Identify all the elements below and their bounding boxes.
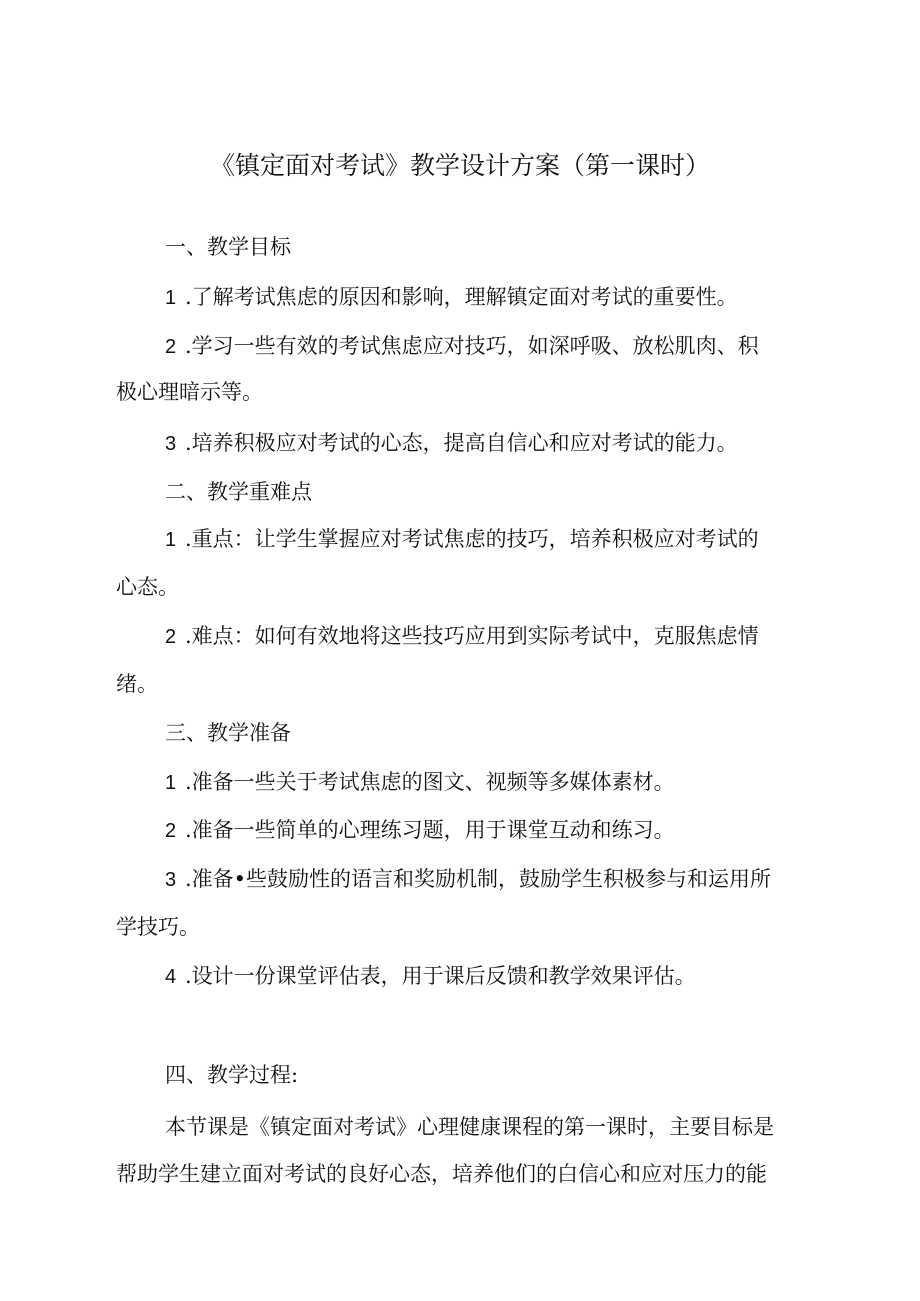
item-number: 2: [165, 336, 177, 358]
item-number: 3: [165, 433, 177, 455]
item-continuation: 极心理暗示等。: [116, 380, 263, 404]
item-number: 1: [165, 529, 177, 551]
item-text: .培养积极应对考试的心态，提高自信心和应对考试的能力。: [185, 431, 738, 455]
item-text: .重点：让学生掌握应对考试焦虑的技巧，培养积极应对考试的: [185, 527, 759, 551]
item-text: .准备一些简单的心理练习题，用于课堂互动和练习。: [185, 818, 675, 842]
item-continuation: 绪。: [116, 672, 158, 696]
item-number: 1: [165, 772, 177, 794]
item-number: 4: [165, 966, 177, 988]
item-text: .了解考试焦虑的原因和影响，理解镇定面对考试的重要性。: [185, 285, 738, 309]
item-text: .准备•些鼓励性的语言和奖励机制，鼓励学生积极参与和运用所: [185, 867, 772, 891]
item-number: 2: [165, 820, 177, 842]
section-heading: 二、教学重难点: [165, 480, 312, 504]
section-heading: 三、教学准备: [165, 721, 291, 745]
list-item: [165, 428, 738, 459]
section-heading: 一、教学目标: [165, 235, 291, 259]
item-number: 3: [165, 869, 177, 891]
item-continuation: 心态。: [116, 575, 179, 599]
list-item: [165, 621, 759, 652]
list-item: [165, 331, 759, 362]
item-text: .难点：如何有效地将这些技巧应用到实际考试中，克服焦虑情: [185, 624, 759, 648]
paragraph-line: 帮助学生建立面对考试的良好心态，培养他们的白信心和应对压力的能: [116, 1162, 767, 1186]
item-text: .准备一些关于考试焦虑的图文、视频等多媒体素材。: [185, 770, 675, 794]
paragraph-line: 本节课是《镇定面对考试》心理健康课程的第一课时，主要目标是: [165, 1115, 774, 1139]
document-title: 《镇定面对考试》教学设计方案（第一课时）: [209, 151, 710, 180]
item-continuation: 学技巧。: [116, 915, 200, 939]
list-item: [165, 282, 738, 313]
item-text: .学习一些有效的考试焦虑应对技巧，如深呼吸、放松肌肉、积: [185, 334, 759, 358]
list-item: [165, 815, 675, 846]
item-number: 2: [165, 626, 177, 648]
list-item: [165, 961, 696, 992]
item-number: 1: [165, 287, 177, 309]
list-item: [165, 864, 771, 895]
list-item: [165, 524, 759, 555]
list-item: [165, 767, 675, 798]
item-text: .设计一份课堂评估表，用于课后反馈和教学效果评估。: [185, 964, 696, 988]
section-heading: 四、教学过程:: [165, 1063, 299, 1087]
